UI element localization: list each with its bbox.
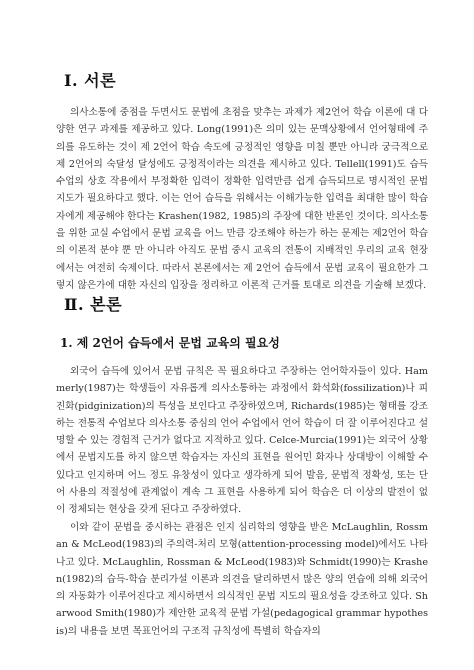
section-heading-body: Ⅱ. 본론 bbox=[64, 295, 123, 314]
body-paragraph-1 bbox=[56, 363, 428, 519]
intro-paragraph bbox=[56, 104, 428, 294]
body-paragraph-2 bbox=[56, 519, 428, 640]
body-paragraph-2-text: 이와 같이 문법을 중시하는 관점은 인지 심리학의 영향을 받은 McLaughlin, Rossman & McLeod(1983)의 주의력-처리 모형(attention-processing model)에서도 나타나고 있다. McLaughlin, Rossman & McLeod(1983)와 Schmidt(1990)는 Krashen(1982)의 습득-학습 분리가설 이론과 의견을 달리하면서 많은 양의 연습에 의해 외국어의 자동화가 이루어진다고 제시하면서 의식적인 문법 지도의 필요성을 강조하고 있다. Sharwood Smith(1980)가 제안한 교육적 문법 가설(pedagogical grammar hypothesis)의 내용을 보면 목표언어의 구조적 규칙성에 특별히 학습자의 bbox=[56, 522, 428, 637]
intro-paragraph-text: 의사소통에 중점을 두면서도 문법에 초점을 맞추는 과제가 제2언어 학습 이론에 대 다양한 연구 과제를 제공하고 있다. Long(1991)은 의미 있는 문맥상황에서 언어형태에 주의를 유도하는 것이 제 2언어 학습 속도에 긍정적인 영향을 미칠 뿐만 아니라 궁극적으로 제 2언어의 숙달성 달성에도 긍정적이라는 의견을 제시하고 있다. Tellell(1991)도 습득수업의 상호 작용에서 부정확한 입력이 정확한 입력만큼 쉽게 습득되므로 명시적인 문법 지도가 필요하다고 했다. 이는 언어 습득을 위해서는 이해가능한 입력을 최대한 많이 학습자에게 제공해야 한다는 Krashen(1982, 1985)의 주장에 대한 반론인 것이다. 의사소통을 위한 교실 수업에서 문법 교육을 어느 만큼 강조해야 하는가 하는 문제는 제2언어 학습의 이론적 분야 뿐 만 아니라 아직도 문법 중시 교육의 전통이 지배적인 우리의 교육 현장에서는 여전히 숙제이다. 따라서 본론에서는 제 2언어 습득에서 문법 교육이 필요한가 그렇지 않은가에 대한 자신의 입장을 정리하고 이론적 근거를 토대로 의견을 기술해 보겠다. bbox=[56, 107, 428, 291]
section-heading-introduction: Ⅰ. 서론 bbox=[64, 71, 117, 90]
body-paragraph-1-text: 외국어 습득에 있어서 문법 규칙은 꼭 필요하다고 주장하는 언어학자들이 있다. Hammerly(1987)는 학생들이 자유롭게 의사소통하는 과정에서 화석화(fossilization)나 피진화(pidginization)의 특성을 보인다고 주장하였으며, Richards(1985)는 형태를 강조하는 전통적 수업보다 의사소통 중심의 언어 수업에서 언어 학습이 더 잘 이루어진다고 설명할 수 있는 경험적 근거가 없다고 지적하고 있다. Celce-Murcia(1991)는 외국어 상황에서 문법지도를 하지 않으면 학습자는 자신의 표현을 원어민 화자나 상대방이 이해할 수 있다고 인지하며 어느 정도 유창성이 있다고 생각하게 되어 발음, 문법적 정확성, 또는 단어 사용의 적절성에 관계없이 계속 그 표현을 사용하게 되어 학습은 더 이상의 발전이 없이 정체되는 현상을 갖게 된다고 주장하였다. bbox=[56, 366, 428, 516]
subsection-heading: 1. 제 2언어 습득에서 문법 교육의 필요성 bbox=[60, 336, 280, 350]
